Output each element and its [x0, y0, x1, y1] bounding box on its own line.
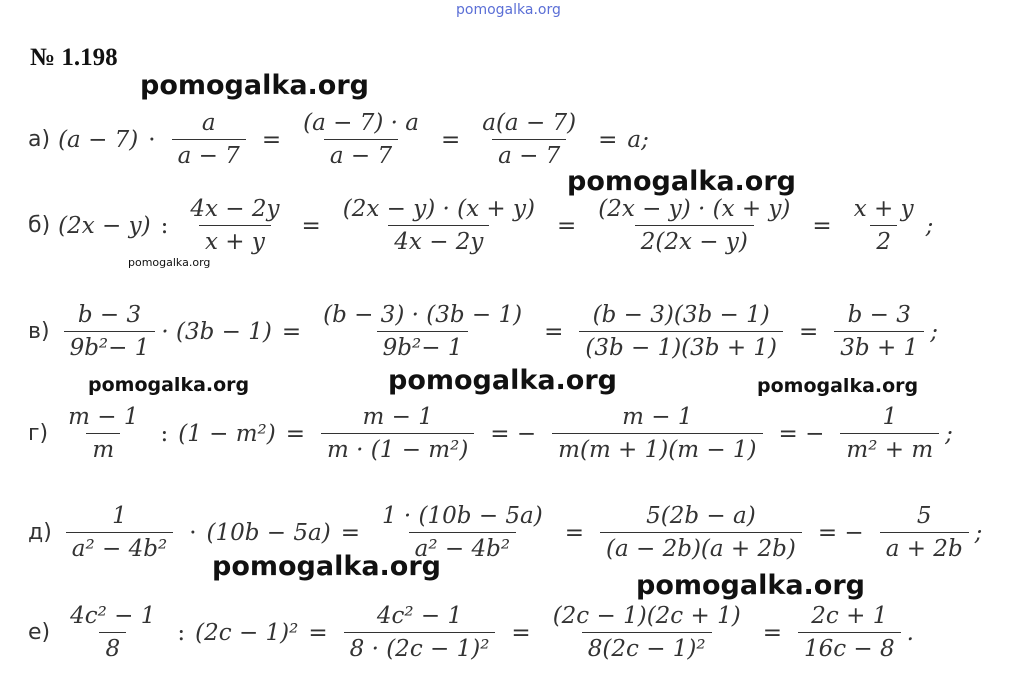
fraction: [600, 503, 802, 562]
numerator: m − 1: [622, 404, 693, 430]
watermark: pomogalka.org: [212, 551, 441, 582]
operator: =: [598, 126, 618, 153]
numerator: 4c² − 1: [376, 603, 463, 629]
expression: · (3b − 1): [161, 318, 272, 345]
expression: (2x − y): [58, 212, 151, 239]
operator: =: [340, 519, 360, 546]
item-label: а): [28, 127, 51, 152]
operator: ·: [148, 126, 156, 153]
expression: (1 − m²): [178, 420, 276, 447]
expression: a;: [627, 126, 649, 153]
expression: ;: [974, 519, 983, 546]
fraction: [552, 404, 762, 463]
expression: (10b − 5a): [206, 519, 331, 546]
fraction: [172, 110, 246, 169]
fraction: [592, 196, 796, 255]
denominator: 2: [870, 225, 897, 255]
fraction: [317, 302, 528, 361]
operator: =: [556, 212, 577, 239]
operator: =: [511, 619, 531, 646]
operator: :: [160, 212, 169, 239]
numerator: m − 1: [362, 404, 433, 430]
numerator: 4c² − 1: [70, 603, 156, 629]
item-label: е): [28, 620, 51, 645]
denominator: a − 7: [492, 139, 566, 169]
operator: = −: [490, 420, 537, 447]
fraction: [476, 110, 582, 169]
fraction: [848, 196, 920, 255]
denominator: 4x − 2y: [388, 225, 489, 255]
denominator: 2(2x − y): [635, 225, 754, 255]
fraction: [547, 603, 747, 662]
expression: ;: [945, 420, 953, 447]
numerator: x + y: [853, 196, 914, 222]
denominator: m(m + 1)(m − 1): [552, 433, 762, 463]
operator: =: [308, 619, 328, 646]
fraction: [834, 302, 924, 361]
row-g: [28, 404, 953, 463]
row-a: [28, 110, 649, 169]
denominator: x + y: [199, 225, 271, 255]
expression: (a − 7): [58, 126, 139, 153]
numerator: (2x − y) · (x + y): [598, 196, 791, 222]
fraction: [184, 196, 285, 255]
denominator: (3b − 1)(3b + 1): [579, 331, 783, 361]
site-header-link[interactable]: pomogalka.org: [456, 2, 561, 18]
expression: ;: [925, 212, 934, 239]
denominator: a − 7: [172, 139, 246, 169]
row-v: [28, 302, 938, 361]
watermark: pomogalka.org: [567, 166, 796, 197]
denominator: (a − 2b)(a + 2b): [600, 532, 802, 562]
operator: =: [564, 519, 585, 546]
denominator: 8 · (2c − 1)²: [344, 632, 496, 662]
item-label: г): [28, 421, 49, 446]
numerator: m − 1: [68, 404, 139, 430]
fraction: [798, 603, 901, 662]
item-label: в): [28, 319, 50, 344]
denominator: a − 7: [324, 139, 398, 169]
numerator: 4x − 2y: [190, 196, 280, 222]
numerator: b − 3: [847, 302, 911, 328]
watermark: pomogalka.org: [140, 70, 369, 101]
denominator: 16c − 8: [798, 632, 901, 662]
operator: ·: [189, 519, 197, 546]
fraction: [344, 603, 496, 662]
fraction: [62, 404, 144, 463]
item-label: д): [28, 520, 52, 545]
expression: ;: [930, 318, 938, 345]
numerator: 5(2b − a): [646, 503, 756, 529]
denominator: m: [86, 433, 120, 463]
operator: = −: [817, 519, 864, 546]
numerator: (b − 3)(3b − 1): [592, 302, 770, 328]
denominator: 9b²− 1: [64, 331, 156, 361]
fraction: [64, 603, 161, 662]
numerator: 5: [916, 503, 932, 529]
fraction: [64, 302, 156, 361]
operator: =: [261, 126, 282, 153]
fraction: [66, 503, 173, 562]
item-label: б): [28, 213, 51, 238]
numerator: a: [201, 110, 216, 136]
numerator: (2c − 1)(2c + 1): [552, 603, 741, 629]
operator: =: [285, 420, 306, 447]
fraction: [321, 404, 474, 463]
expression: .: [906, 619, 914, 646]
problem-number: № 1.198: [30, 44, 118, 71]
operator: =: [440, 126, 461, 153]
denominator: a + 2b: [880, 532, 969, 562]
denominator: 8: [99, 632, 126, 662]
numerator: (a − 7) · a: [303, 110, 419, 136]
fraction: [880, 503, 969, 562]
operator: =: [762, 619, 782, 646]
fraction: [579, 302, 783, 361]
row-d: [28, 503, 982, 562]
fraction: [297, 110, 425, 169]
denominator: 9b²− 1: [377, 331, 469, 361]
denominator: m² + m: [840, 433, 939, 463]
operator: = −: [778, 420, 825, 447]
numerator: b − 3: [77, 302, 142, 328]
numerator: 1: [112, 503, 127, 529]
operator: =: [799, 318, 819, 345]
denominator: a² − 4b²: [409, 532, 516, 562]
denominator: 8(2c − 1)²: [582, 632, 712, 662]
numerator: (2x − y) · (x + y): [342, 196, 535, 222]
watermark: pomogalka.org: [636, 570, 865, 601]
operator: =: [812, 212, 832, 239]
expression: (2c − 1)²: [195, 619, 299, 646]
operator: :: [177, 619, 186, 646]
operator: =: [544, 318, 564, 345]
watermark: pomogalka.org: [757, 375, 919, 397]
fraction: [337, 196, 541, 255]
numerator: a(a − 7): [482, 110, 577, 136]
denominator: 3b + 1: [834, 331, 924, 361]
denominator: m · (1 − m²): [321, 433, 474, 463]
operator: =: [281, 318, 302, 345]
numerator: (b − 3) · (3b − 1): [323, 302, 523, 328]
watermark: pomogalka.org: [388, 365, 617, 396]
numerator: 1: [882, 404, 898, 430]
numerator: 2c + 1: [811, 603, 888, 629]
numerator: 1 · (10b − 5a): [381, 503, 543, 529]
row-e: [28, 603, 914, 662]
watermark: pomogalka.org: [88, 374, 250, 396]
denominator: a² − 4b²: [66, 532, 173, 562]
fraction: [840, 404, 939, 463]
watermark: pomogalka.org: [128, 256, 211, 269]
operator: :: [160, 420, 169, 447]
row-b: [28, 196, 933, 255]
operator: =: [301, 212, 321, 239]
